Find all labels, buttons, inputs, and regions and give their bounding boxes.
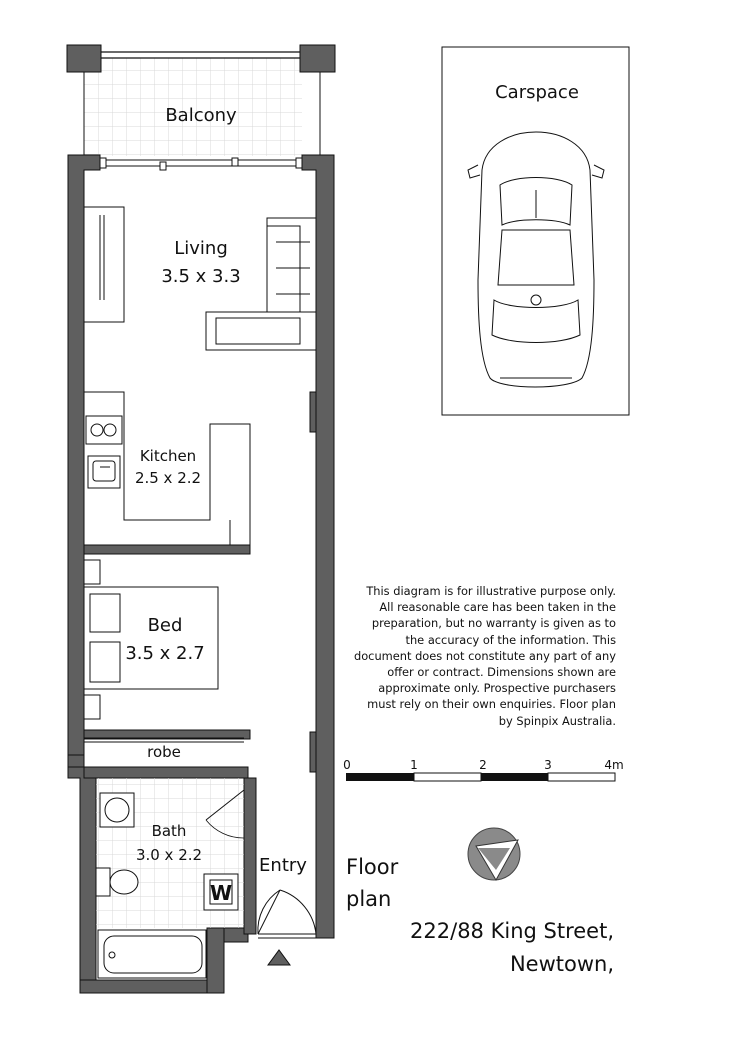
- robe-label: robe: [147, 743, 181, 761]
- disclaimer-text: This diagram is for illustrative purpose only. All reasonable care has been taken in the preparation, but no warranty is given as to the accuracy of the information. This document does not constitute any part of any offer or contract. Dimensions shown are approximate only. Prospective purchasers must rely on their own enquiries. Floor plan by Spinpix Australia.: [353, 584, 616, 728]
- scale-tick: 4m: [604, 758, 624, 772]
- living-dims: 3.5 x 3.3: [161, 266, 241, 287]
- balcony-sliding-door: [100, 158, 305, 170]
- kitchen-label: Kitchen: [139, 447, 197, 465]
- address-line2: Newtown,: [509, 952, 614, 976]
- bed-dims: 3.5 x 2.7: [125, 643, 205, 664]
- washer-label: W: [209, 881, 233, 905]
- scale-bar: [346, 773, 615, 781]
- bed-furniture: [84, 560, 218, 719]
- bath-label: Bath: [151, 822, 187, 840]
- carspace-label: Carspace: [495, 82, 579, 103]
- bath-dims: 3.0 x 2.2: [135, 846, 203, 864]
- living-label: Living: [174, 238, 228, 259]
- north-compass-icon: [468, 828, 520, 880]
- address-line1: 222/88 King Street,: [410, 919, 614, 943]
- kitchen-dims: 2.5 x 2.2: [134, 469, 202, 487]
- balcony-label: Balcony: [165, 105, 237, 126]
- entry-door: [258, 890, 316, 965]
- scale-tick: 1: [410, 758, 418, 772]
- scale-tick: 3: [544, 758, 552, 772]
- floor-plan-title-line1: Floor: [346, 855, 399, 879]
- floor-plan-title-line2: plan: [346, 887, 392, 911]
- bed-label: Bed: [147, 615, 183, 636]
- entry-label: Entry: [259, 855, 307, 876]
- scale-tick: 2: [479, 758, 487, 772]
- balcony-area: [67, 45, 335, 156]
- scale-tick: 0: [343, 758, 351, 772]
